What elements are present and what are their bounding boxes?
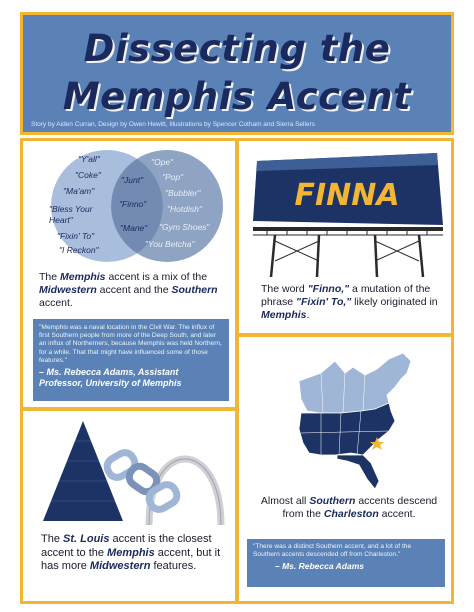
credits-line: Story by Aiden Curran, Design by Owen Hewitt, Illustrations by Spencer Cotham and Sierra Sellers: [31, 121, 315, 128]
title-line-2: Memphis Accent: [62, 75, 412, 118]
panel4-quote-box: [247, 539, 445, 587]
caption-part: accent and the: [96, 284, 172, 296]
venn-word-junt: "Junt": [121, 175, 144, 185]
st-louis-illustration: [31, 417, 231, 527]
caption-emph-fixin: "Fixin' To,": [296, 296, 352, 308]
panel1-caption: [39, 271, 229, 310]
venn-word-heart: Heart": [49, 215, 73, 225]
caption-part: Almost all: [260, 495, 310, 507]
venn-word-finno: "Finno": [119, 199, 147, 209]
panel4-quote: "There was a distinct Southern accent, and a lot of the Southern accents descended off from Charleston.": [253, 543, 412, 559]
venn-word-ope: "Ope": [151, 157, 174, 167]
panel4-attribution: – Ms. Rebecca Adams: [275, 561, 364, 572]
panel2-caption: [261, 283, 441, 322]
panel4-caption: [259, 495, 439, 521]
caption-part: accent is a mix of the: [105, 271, 208, 283]
venn-word-gymshoes: "Gym Shoes": [159, 222, 210, 232]
caption-part: The word: [261, 283, 308, 295]
title-line-1: Dissecting the: [83, 27, 391, 70]
venn-word-youbetcha: "You Betcha": [145, 239, 195, 249]
panel1-quote-box: [33, 319, 229, 401]
billboard-illustration: [247, 149, 447, 277]
venn-word-reckon: "I Reckon": [59, 245, 99, 255]
billboard-catwalk: [253, 227, 443, 231]
caption-part: accent is the closest accent to the: [41, 533, 212, 559]
venn-word-yall: "Y'all": [78, 154, 100, 164]
caption-emph-finno: "Finno,": [307, 283, 350, 295]
caption-part: .: [306, 309, 310, 321]
caption-part: accents descend from the: [282, 495, 438, 520]
panel1-attribution: – Ms. Rebecca Adams, Assistant Professor, University of Memphis: [39, 367, 182, 388]
caption-emph-midwestern: Midwestern: [39, 284, 97, 296]
caption-part: accent.: [378, 508, 416, 520]
venn-word-maam: "Ma'am": [63, 186, 95, 196]
venn-word-hotdish: "Hotdish": [167, 204, 202, 214]
venn-word-fixin: "Fixin' To": [57, 231, 95, 241]
caption-part: The: [39, 271, 61, 283]
northern-states: [299, 353, 411, 413]
panel-billboard: [236, 138, 454, 336]
caption-part: accent.: [39, 297, 73, 309]
florida: [337, 455, 379, 489]
panel-map: [236, 334, 454, 604]
venn-word-pop: "Pop": [162, 172, 184, 182]
panel1-quote: "Memphis was a naval location in the Civil War. The influx of first Southern people from more of the Deep South, and later an influx of Northerners, because Memphis was held Northern, for a while. That that might have influenced some of those features.": [39, 324, 222, 364]
caption-emph-southern: Southern: [309, 495, 356, 507]
caption-part: accent, but it has more: [41, 546, 221, 572]
caption-emph-stlouis: St. Louis: [63, 533, 110, 545]
caption-emph-southern: Southern: [171, 284, 218, 296]
header-banner: [20, 12, 454, 135]
panel-st-louis: [20, 408, 238, 604]
panel-venn: [20, 138, 238, 410]
venn-word-coke: "Coke": [75, 170, 101, 180]
panel3-caption: [41, 533, 227, 574]
caption-part: The: [41, 533, 64, 545]
caption-emph-memphis: Memphis: [107, 546, 155, 559]
venn-word-bubbler: "Bubbler": [165, 188, 201, 198]
venn-word-mane: "Mane": [120, 223, 148, 233]
eastern-us-map: [291, 351, 421, 491]
caption-part: a mutation of the phrase: [261, 283, 431, 308]
caption-emph-midwestern: Midwestern: [89, 560, 151, 572]
caption-part: features.: [150, 560, 197, 572]
venn-word-bless: "Bless Your: [49, 204, 93, 214]
billboard-text: FINNA: [294, 178, 400, 213]
caption-emph-memphis: Memphis: [261, 309, 307, 321]
caption-emph-charleston: Charleston: [323, 508, 379, 520]
gateway-arch-icon: [149, 459, 221, 525]
caption-emph-memphis: Memphis: [60, 271, 106, 283]
caption-part: likely originated in: [351, 296, 438, 308]
